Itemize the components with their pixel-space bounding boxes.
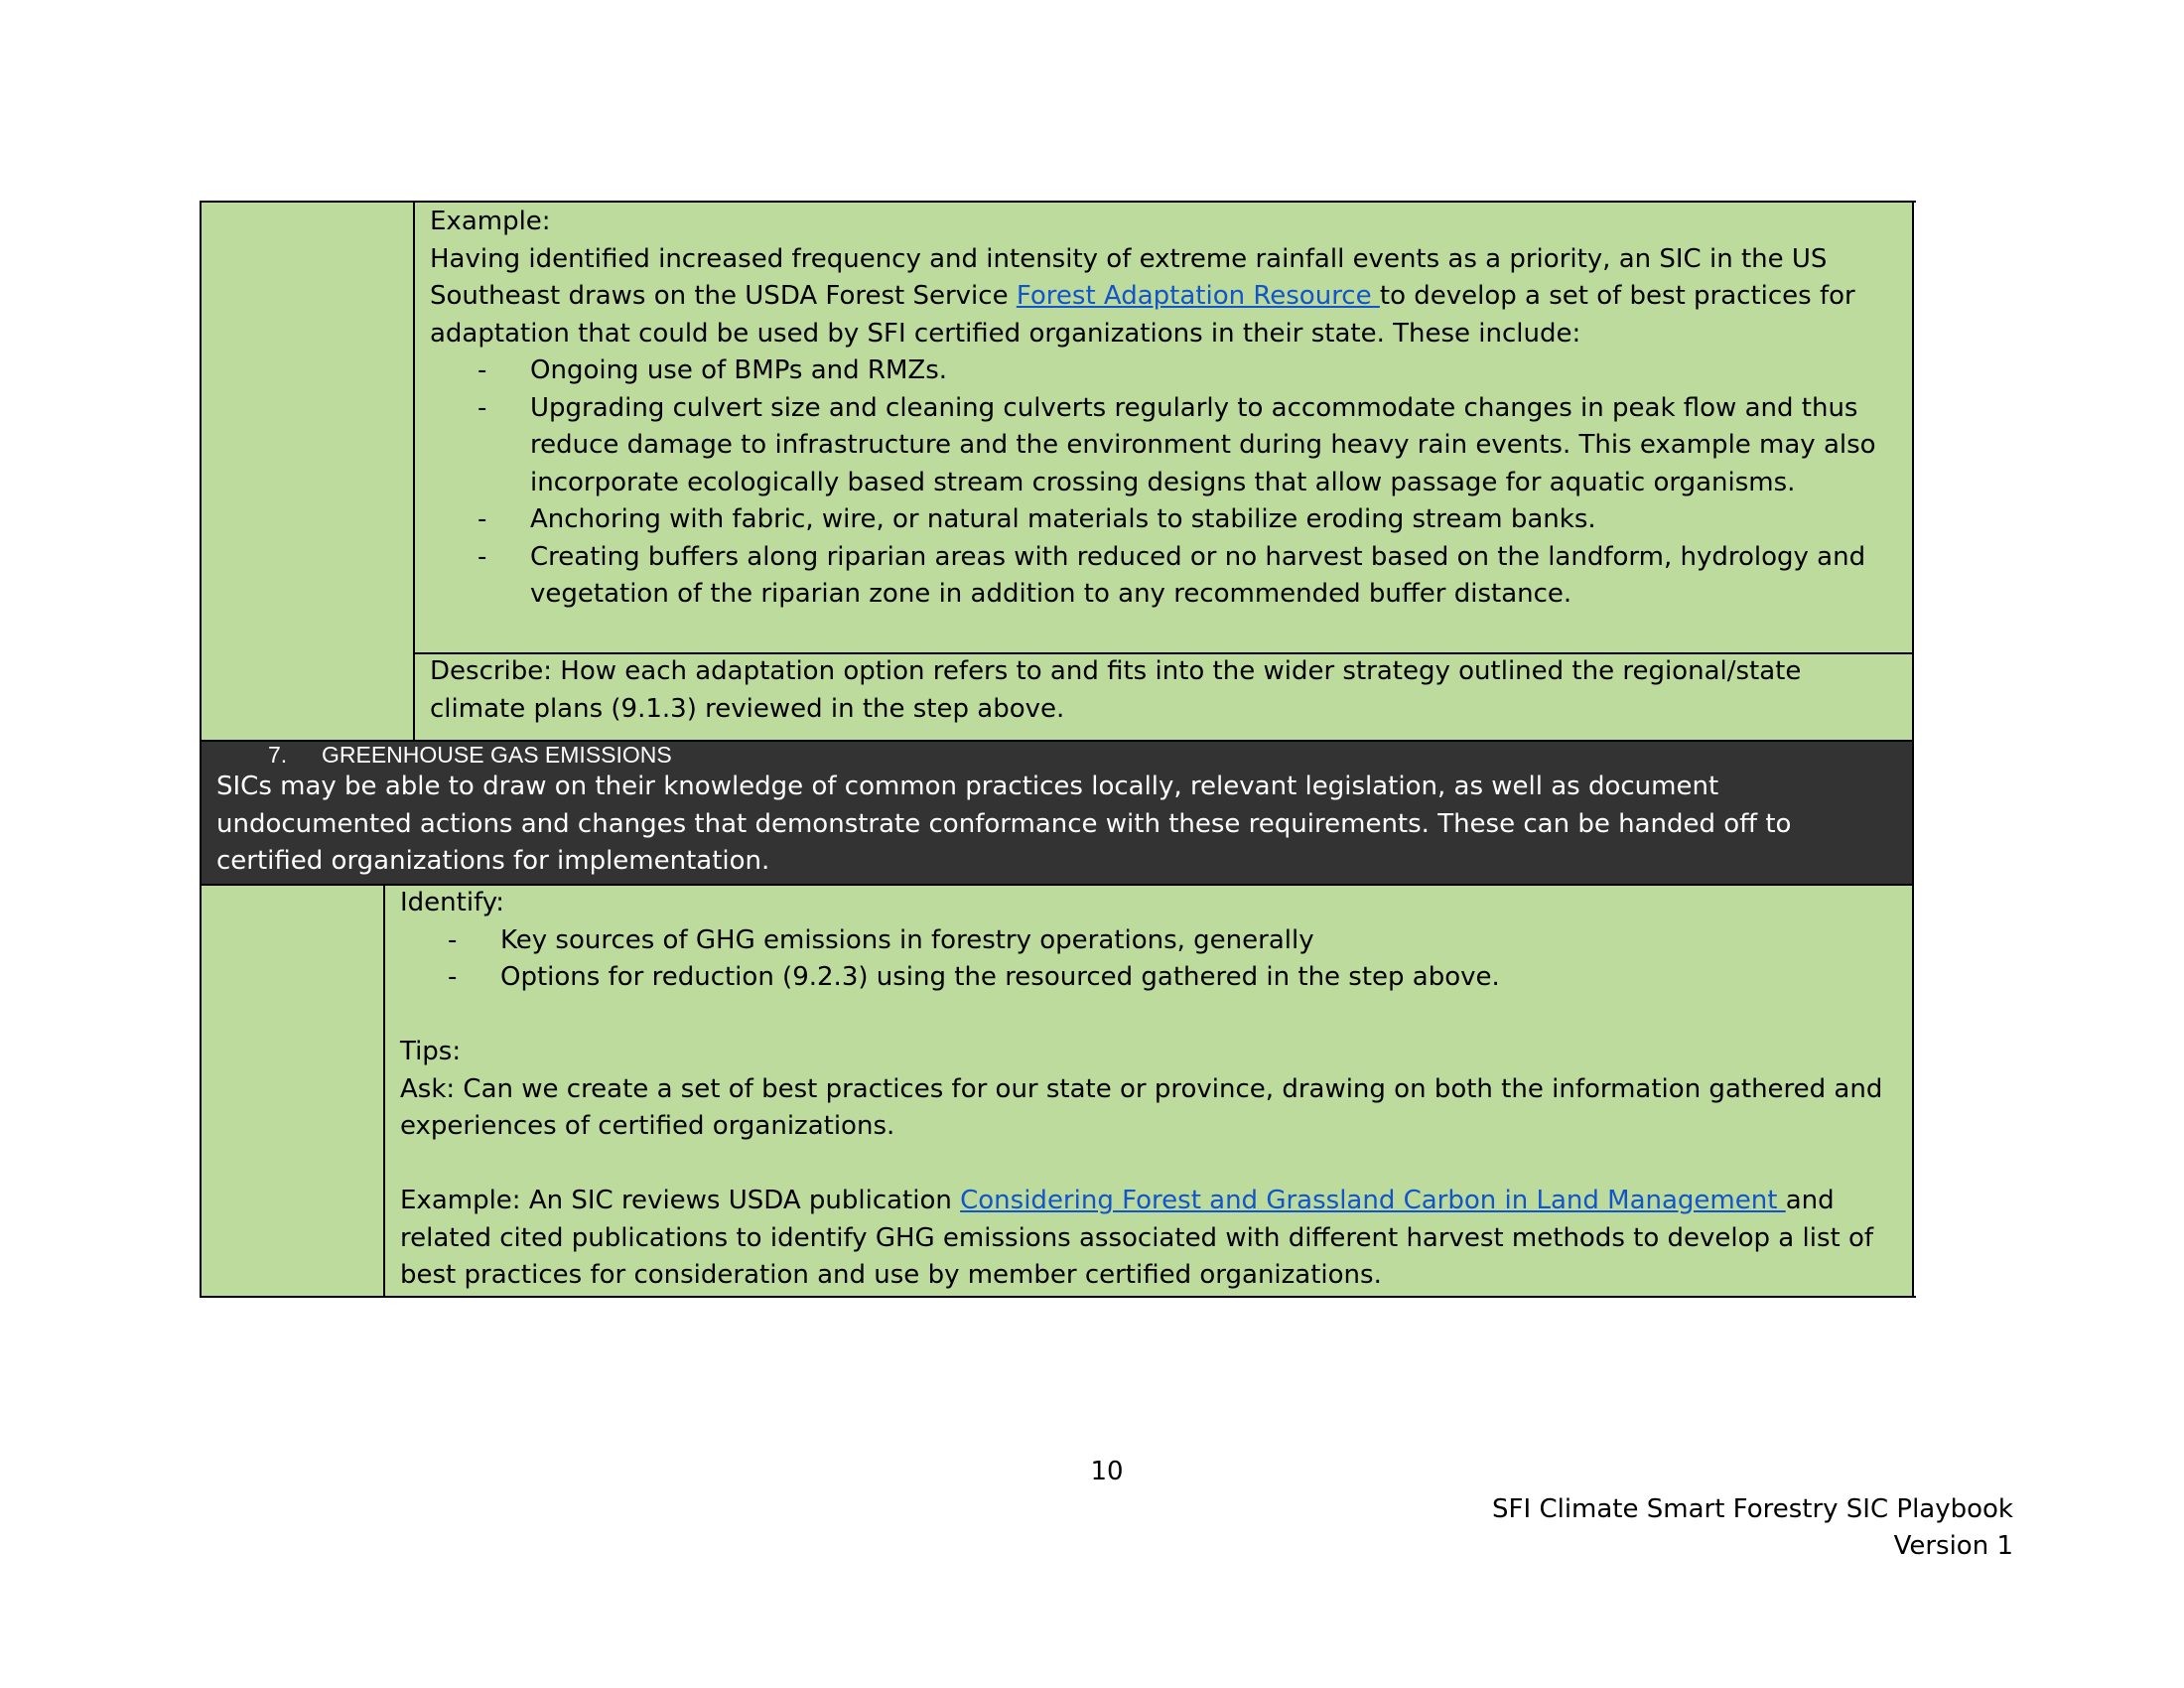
table-border	[200, 201, 1916, 203]
page-number: 10	[1090, 1457, 1124, 1486]
section-description: SICs may be able to draw on their knowledge of common practices locally, relevant legislation, as well as document undocumented actions and changes that demonstrate conformance with these requirements. These can be handed off to certified organizations for implementation.	[216, 772, 1792, 876]
list-item: - Upgrading culvert size and cleaning culverts regularly to accommodate changes in peak flow and thus reduce damage to infrastructure and the environment during heavy rain events. This example may also incorporate ecologically based stream crossing designs that allow passage for aquatic organisms.	[430, 390, 1900, 502]
footer-version: Version 1	[1893, 1531, 2013, 1561]
table-border	[383, 884, 385, 1298]
describe-cell	[414, 653, 1914, 741]
left-empty-cell-top	[202, 203, 414, 741]
list-item: - Options for reduction (9.2.3) using the resourced gathered in the step above.	[400, 959, 1900, 997]
identify-label: Identify:	[400, 888, 505, 917]
table-border	[200, 740, 1914, 742]
forest-adaptation-resource-link[interactable]: Forest Adaptation Resource	[1016, 281, 1380, 311]
section-heading	[216, 741, 1892, 769]
table-border	[1912, 201, 1914, 1298]
tips-label: Tips:	[400, 1037, 462, 1066]
identify-list	[400, 922, 1900, 997]
list-item: - Anchoring with fabric, wire, or natural materials to stabilize eroding stream banks.	[430, 501, 1900, 539]
table-border	[200, 201, 202, 1298]
table-border	[413, 201, 415, 741]
adaptation-practices-list	[430, 352, 1900, 614]
spacer	[400, 1146, 1900, 1184]
table-border	[200, 1296, 1916, 1298]
table-border	[200, 884, 1914, 886]
section-7-header	[202, 741, 1914, 885]
example-label: Example:	[430, 207, 551, 236]
section-title: GREENHOUSE GAS EMISSIONS	[322, 742, 672, 768]
left-empty-cell-bottom	[202, 885, 384, 1297]
tips-text: Ask: Can we create a set of best practices for our state or province, drawing on both the information gathered and experiences of certified organizations.	[400, 1073, 1883, 1141]
list-item: - Key sources of GHG emissions in forestry operations, generally	[400, 922, 1900, 960]
describe-text: Describe: How each adaptation option refers to and fits into the wider strategy outlined the regional/state climate plans (9.1.3) reviewed in the step above.	[430, 656, 1802, 724]
footer-doc-title: SFI Climate Smart Forestry SIC Playbook	[1492, 1494, 2013, 1524]
example-intro: Having identified increased frequency and intensity of extreme rainfall events as a priority, an SIC in the US Southeast draws on the USDA Forest Service Forest Adaptation Resource to develop a set of best practices for adaptation that could be used by SFI certified organizations in their state. These include:	[430, 243, 1855, 349]
table-border	[413, 652, 1914, 654]
adaptation-example-cell	[414, 203, 1914, 653]
ghg-content-cell	[384, 885, 1914, 1297]
list-item: - Ongoing use of BMPs and RMZs.	[430, 352, 1900, 390]
list-item: - Creating buffers along riparian areas with reduced or no harvest based on the landform, hydrology and vegetation of the riparian zone in addition to any recommended buffer distance.	[430, 539, 1900, 614]
carbon-land-management-link[interactable]: Considering Forest and Grassland Carbon in Land Management	[960, 1186, 1786, 1215]
ghg-example: Example: An SIC reviews USDA publication Considering Forest and Grassland Carbon in Land Management and related cited publications to identify GHG emissions associated with different harvest methods to develop a list of best practices for consideration and use by member certified organizations.	[400, 1186, 1874, 1290]
section-number: 7.	[268, 742, 288, 768]
spacer	[400, 997, 1900, 1035]
